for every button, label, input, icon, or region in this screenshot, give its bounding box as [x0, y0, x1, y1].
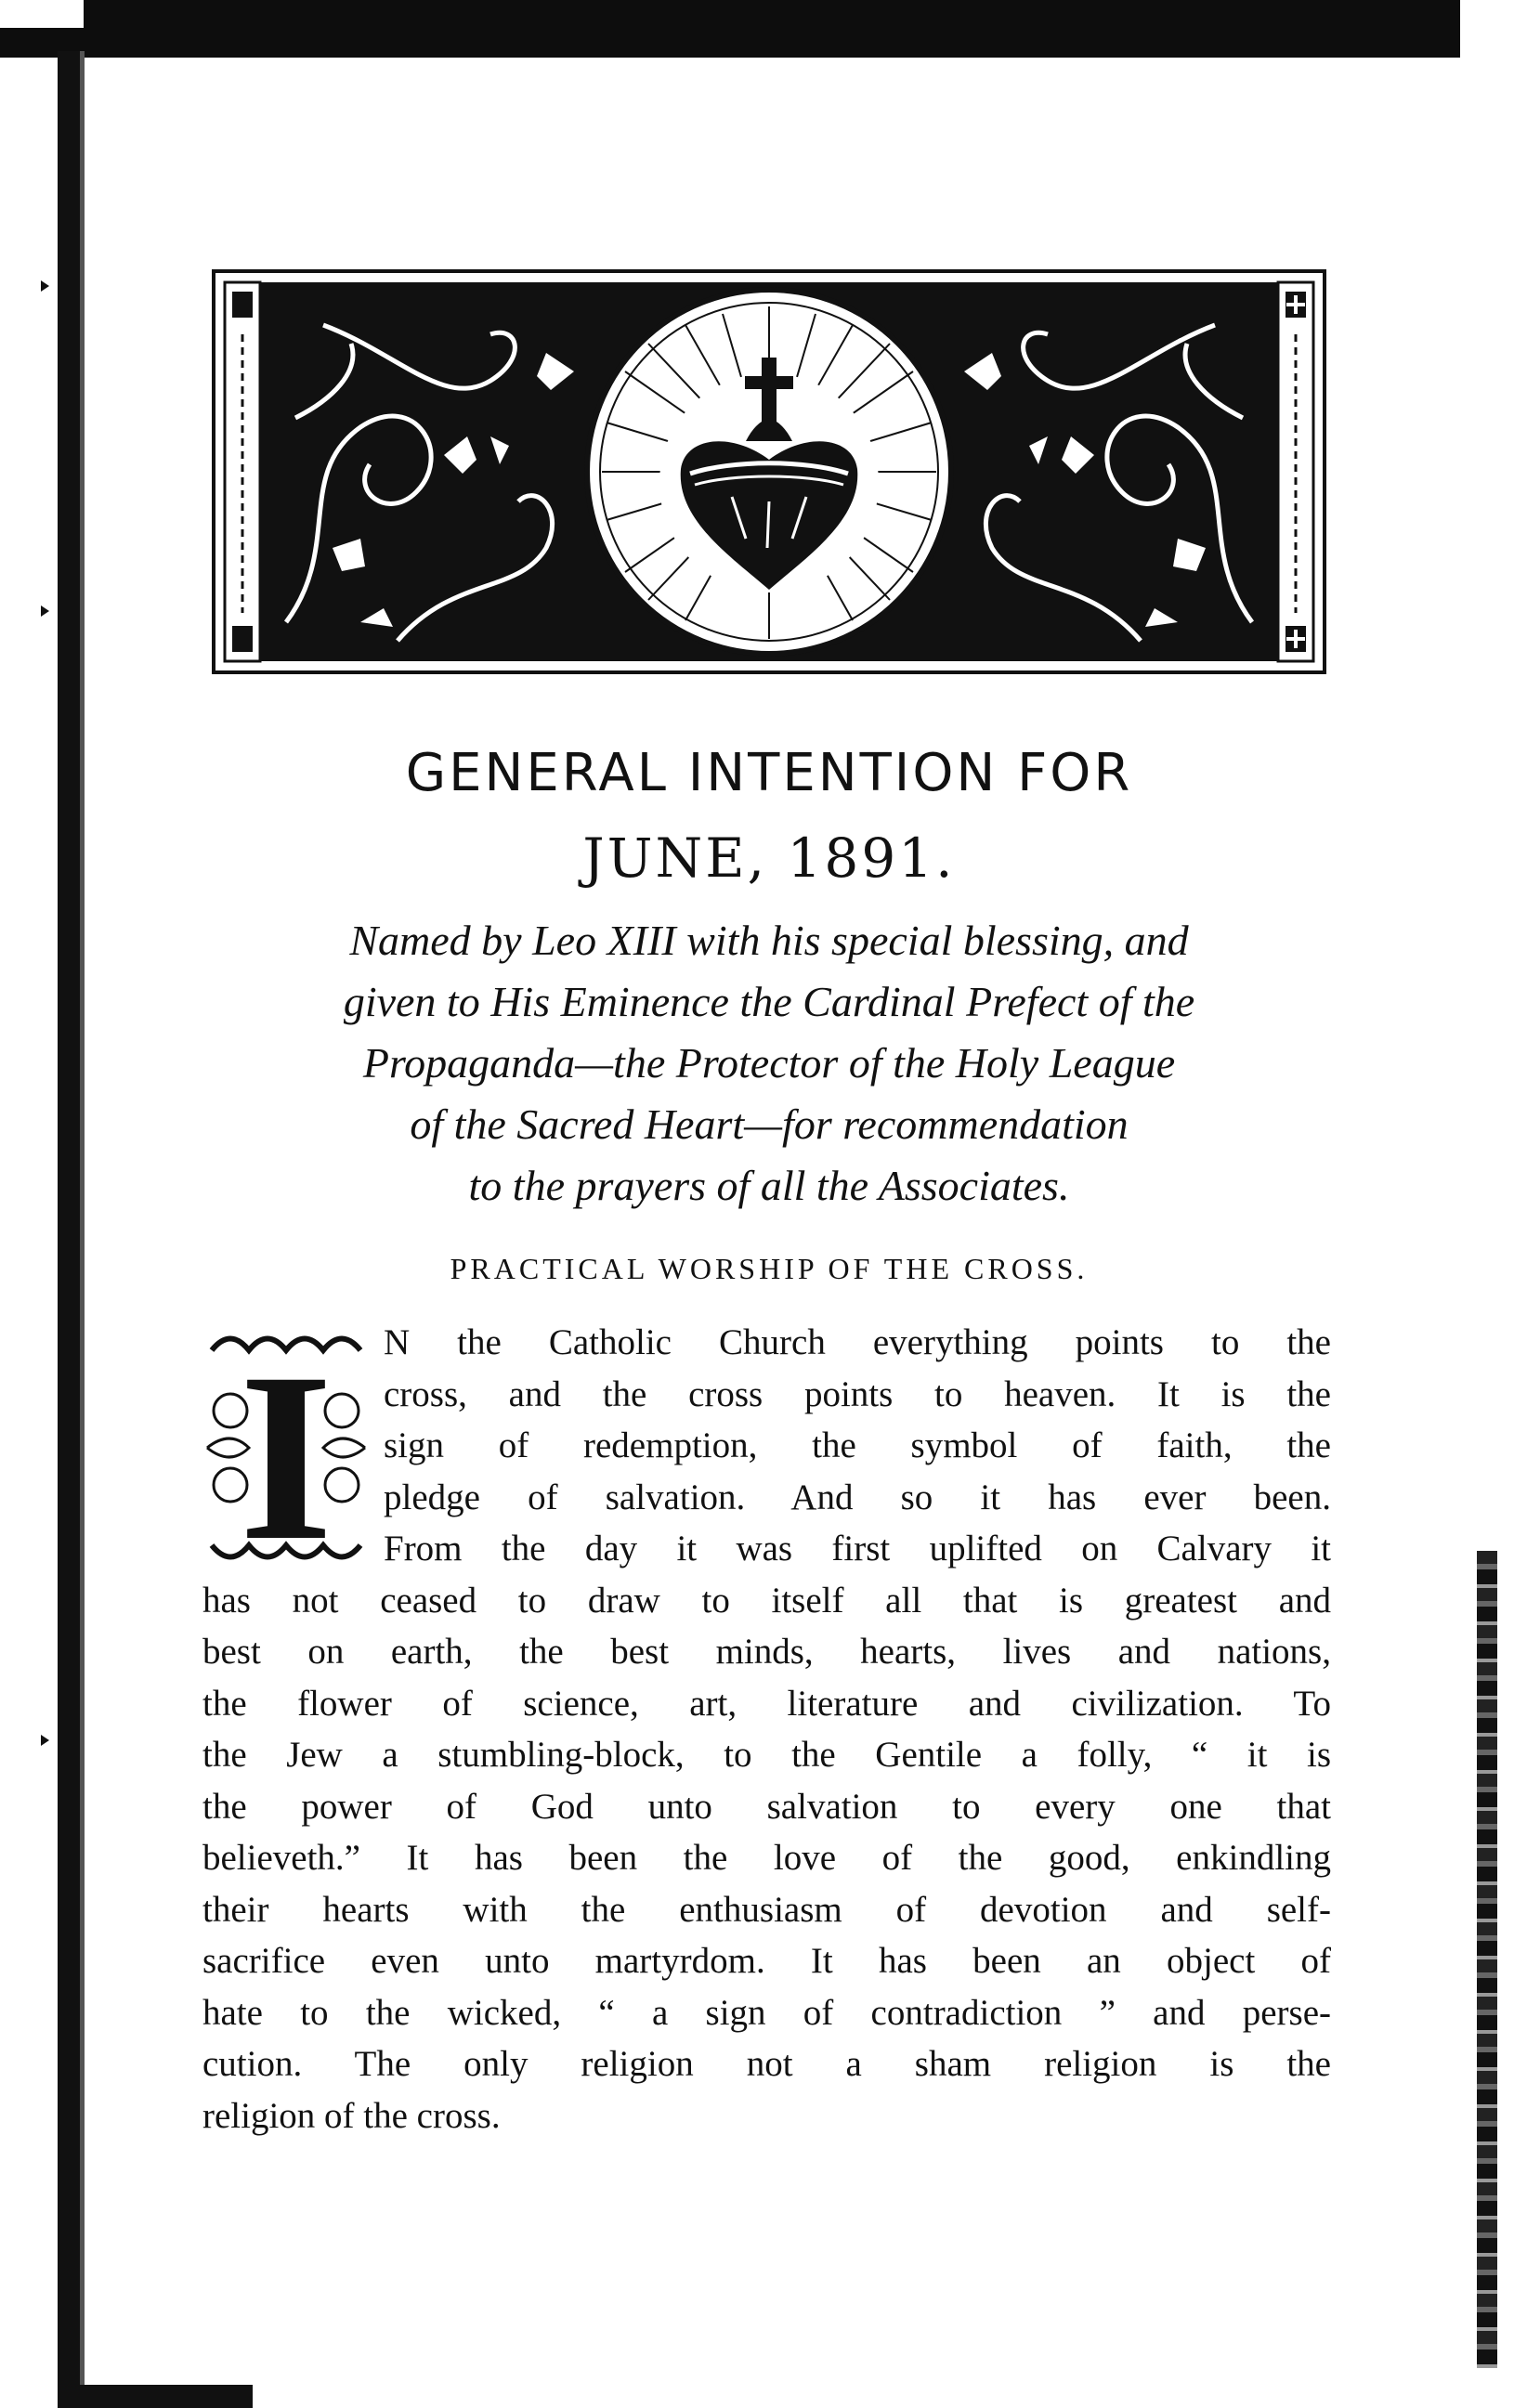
subtitle-line: to the prayers of all the Associates. [468, 1162, 1070, 1209]
page-title: GENERAL INTENTION FOR [405, 743, 1133, 803]
scan-mark [41, 1735, 49, 1746]
subtitle-line: Named by Leo XIII with his special blessing, and [349, 917, 1189, 964]
body-line: best on earth, the best minds, hearts, lives and nations, [202, 1632, 1331, 1672]
scan-left-border [58, 51, 80, 2408]
body-line: cross, and the cross points to heaven. It is the [384, 1373, 1331, 1414]
section-heading: PRACTICAL WORSHIP OF THE CROSS. [450, 1252, 1089, 1285]
scan-top-notch [0, 0, 84, 28]
body-text [202, 1317, 1331, 2141]
scan-top-border [0, 0, 1460, 58]
body-line: pledge of salvation. And so it has ever been. [384, 1477, 1331, 1517]
body-line: religion of the cross. [202, 2095, 501, 2136]
body-line: sacrifice even unto martyrdom. It has been an object of [202, 1941, 1331, 1981]
body-line: From the day it was first uplifted on Calvary it [384, 1529, 1331, 1568]
body-line: believeth.” It has been the love of the good, enkindling [202, 1838, 1331, 1878]
body-line: N the Catholic Church everything points to the [384, 1322, 1331, 1362]
drop-cap-letter: I [239, 1323, 333, 1573]
sacred-heart-headpiece [212, 269, 1326, 674]
scan-right-strip [1477, 1551, 1497, 2368]
subtitle-line: of the Sacred Heart—for recommendation [410, 1100, 1129, 1148]
ornamental-drop-cap [202, 1322, 370, 1573]
scan-left-edge [80, 51, 85, 2408]
subtitle-line: given to His Eminence the Cardinal Prefect of the [343, 978, 1195, 1025]
body-line: the Jew a stumbling-block, to the Gentile a folly, “ it is [202, 1735, 1331, 1775]
body-line: sign of redemption, the symbol of faith, the [384, 1425, 1331, 1465]
body-line: their hearts with the enthusiasm of devotion and self- [202, 1889, 1331, 1930]
body-line: the flower of science, art, literature and civilization. To [202, 1683, 1331, 1724]
dedication-subtitle [212, 910, 1326, 1217]
body-line: the power of God unto salvation to every one that [202, 1786, 1331, 1827]
scan-mark [41, 280, 49, 292]
body-line: cution. The only religion not a sham religion is the [202, 2044, 1331, 2084]
page-title-date: JUNE, 1891. [582, 827, 956, 890]
body-line: has not ceased to draw to itself all that is greatest and [202, 1580, 1331, 1621]
body-line: hate to the wicked, “ a sign of contradiction ” and perse- [202, 1992, 1331, 2033]
scan-mark [41, 605, 49, 617]
subtitle-line: Propaganda—the Protector of the Holy League [362, 1039, 1176, 1087]
scan-bottom-border [58, 2385, 253, 2408]
